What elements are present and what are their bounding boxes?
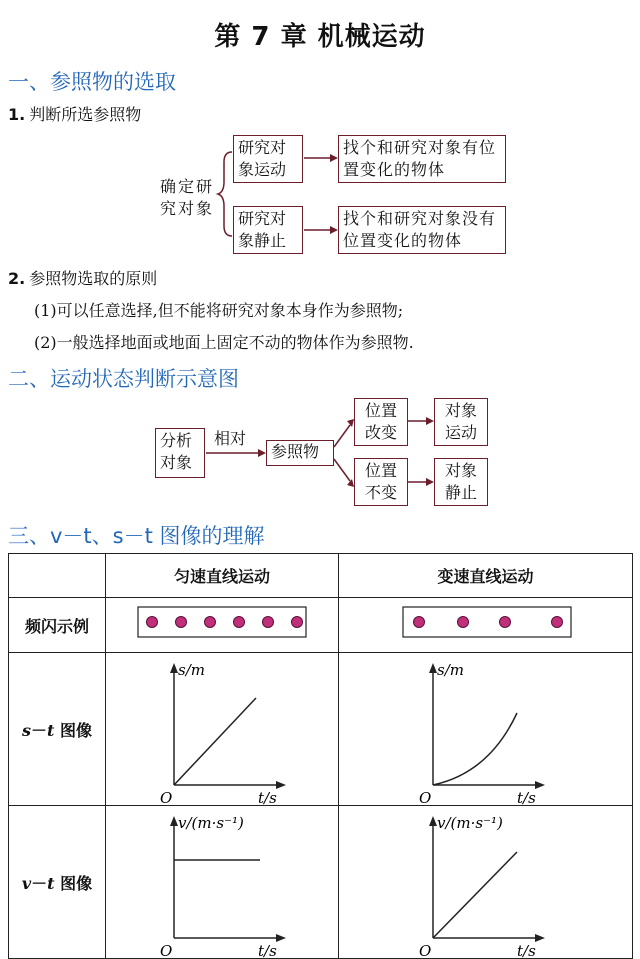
row-head-st: s－t 图像 [9,653,106,806]
axis-t-label: t/s [258,789,277,807]
label-relative: 相对 [214,429,247,448]
strobe-variable-svg [339,598,632,648]
box-object-moving-2: 对象运动 [434,398,488,446]
strobe-dot-uniform [176,617,187,628]
rule-2: (2)一般选择地面或地面上固定不动的物体作为参照物. [34,333,414,352]
origin-label-2: O [419,789,432,807]
section3-heading: 三、v－t、s－t 图像的理解 [8,524,265,548]
box-find-changed: 找个和研究对象有位置变化的物体 [338,135,506,183]
axis-s-label-2: s/m [437,661,464,679]
st-uniform-line [174,698,256,785]
strobe-dot-uniform [234,617,245,628]
page-title: 第 7 章 机械运动 [214,22,426,52]
rule-1: (1)可以任意选择,但不能将研究对象本身作为参照物; [34,301,404,320]
strobe-dot-variable [552,617,563,628]
cell-vt-variable [339,806,633,959]
motion-table [8,553,633,959]
header-uniform: 匀速直线运动 [106,554,339,598]
strobe-dot-variable [500,617,511,628]
box-object-static-2: 对象静止 [434,458,488,506]
axis-v-label-2: v/(m·s⁻¹) [437,814,503,832]
header-variable: 变速直线运动 [339,554,633,598]
axis-t-label-2: t/s [517,789,536,807]
axis-s-label: s/m [178,661,205,679]
diagram-root-label: 确定研究对象 [160,177,215,218]
box-object-moving: 研究对象运动 [233,135,303,183]
row-head-strobe: 频闪示例 [9,598,106,653]
box-find-unchanged: 找个和研究对象没有位置变化的物体 [338,206,506,254]
item2-text: 参照物选取的原则 [29,269,158,288]
vt-uniform-graph [106,806,338,959]
cell-st-uniform [106,653,339,806]
section1-heading: 一、参照物的选取 [8,70,176,94]
strobe-dot-variable [458,617,469,628]
row-head-vt: v－t 图像 [9,806,106,959]
box-reference: 参照物 [266,440,334,466]
item2-number: 2. [8,269,26,288]
origin-label-3: O [160,942,173,959]
st-variable-graph [339,653,632,807]
table-header-row [9,554,633,598]
section2-heading: 二、运动状态判断示意图 [8,367,239,391]
vt-variable-graph [339,806,632,959]
vt-variable-line [433,852,517,938]
cell-vt-uniform [106,806,339,959]
st-uniform-graph [106,653,338,807]
strobe-dot-uniform [147,617,158,628]
strobe-uniform-svg [106,598,338,648]
axis-v-label: v/(m·s⁻¹) [178,814,244,832]
st-variable-curve [433,713,517,785]
table-row-vt [9,806,633,959]
cell-strobe-uniform [106,598,339,653]
table-row-strobe [9,598,633,653]
axis-t-label-4: t/s [517,942,536,959]
cell-strobe-variable [339,598,633,653]
box-analyze-object: 分析对象 [155,428,205,478]
origin-label: O [160,789,173,807]
strobe-dot-uniform [205,617,216,628]
box-object-static: 研究对象静止 [233,206,303,254]
item1-text: 判断所选参照物 [29,105,142,124]
header-empty-cell [9,554,106,598]
box-position-same: 位置不变 [354,458,408,506]
box-position-changed: 位置改变 [354,398,408,446]
strobe-dot-variable [414,617,425,628]
table-row-st [9,653,633,806]
axis-t-label-3: t/s [258,942,277,959]
item1-number: 1. [8,105,26,124]
strobe-dot-uniform [292,617,303,628]
strobe-dot-uniform [263,617,274,628]
cell-st-variable [339,653,633,806]
origin-label-4: O [419,942,432,959]
